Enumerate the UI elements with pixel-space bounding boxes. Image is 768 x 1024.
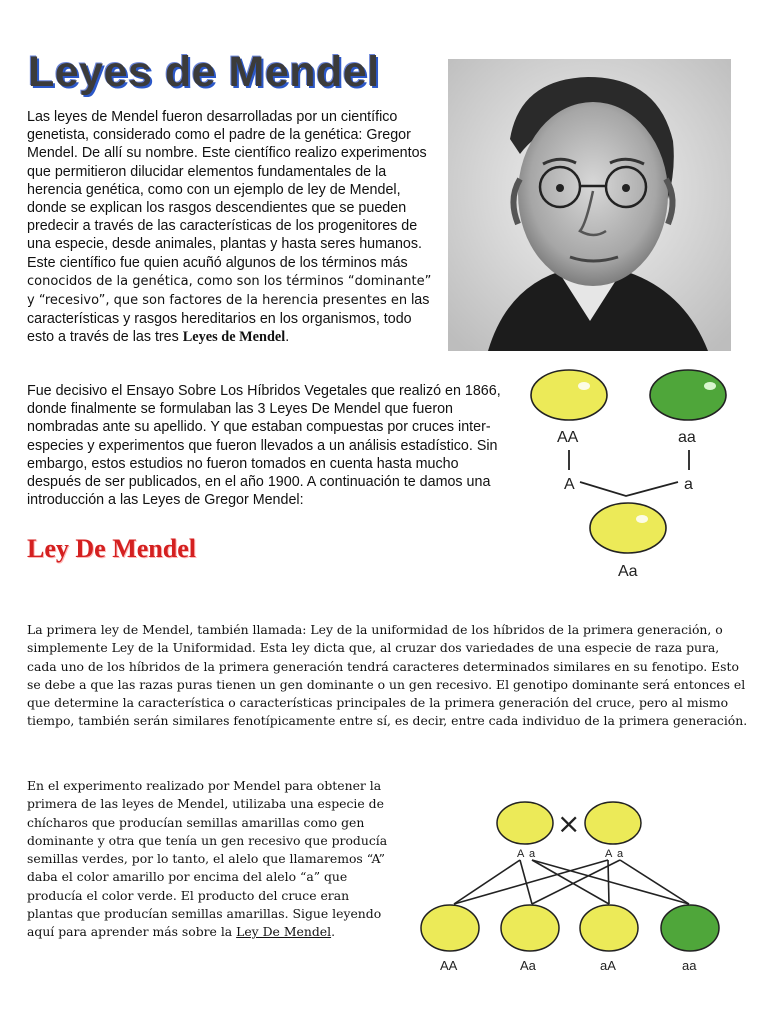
experimento-paragraph bbox=[27, 777, 392, 942]
parent-pea-1 bbox=[497, 802, 553, 844]
experimento-period: . bbox=[331, 924, 336, 940]
cross-diagram-1 bbox=[522, 362, 742, 582]
label-A: A bbox=[564, 476, 575, 493]
intro-text-c: conocidos de la genética, como son los términos “dominante” y “recesivo”, que son factores de la herencia presentes en bbox=[27, 273, 432, 309]
pea-AA bbox=[531, 370, 607, 420]
child-pea-aA bbox=[580, 905, 638, 951]
intro-text-d: las características y rasgos hereditarios en los organismos, todo esto a través de las tres bbox=[27, 292, 430, 346]
parent2-allele-A: A bbox=[605, 848, 613, 860]
child-pea-Aa bbox=[501, 905, 559, 951]
child-label-Aa: Aa bbox=[520, 958, 536, 973]
child-label-aa: aa bbox=[682, 958, 697, 973]
page-title: Leyes de Mendel bbox=[28, 48, 380, 96]
mendel-portrait-image bbox=[448, 59, 731, 351]
child-pea-AA bbox=[421, 905, 479, 951]
intro-text-b: Este científico fue quien acuñó algunos de los términos más bbox=[27, 254, 408, 271]
cross-symbol: × bbox=[557, 807, 581, 840]
intro-bold-leyes: Leyes de Mendel bbox=[182, 329, 286, 346]
cross-diagram-2 bbox=[414, 790, 730, 980]
child-label-AA: AA bbox=[440, 958, 458, 973]
intro-period: . bbox=[285, 329, 290, 346]
pea-aa bbox=[650, 370, 726, 420]
child-pea-aa bbox=[661, 905, 719, 951]
label-aa: aa bbox=[678, 429, 696, 446]
ensayo-paragraph: Fue decisivo el Ensayo Sobre Los Híbridos Vegetales que realizó en 1866, donde finalmente se formulaban las 3 Leyes De Mendel que fueron nombradas ante su apellido. Y que estaban compuestas por cruces inter-especies y experimentos que fueron llevados a un análisis estadístico. Sin embargo, estos estudios no fueron tomados en cuenta hasta mucho después de ser publicados, en el año 1900. A continuación te damos una introducción a las Leyes de Gregor Mendel: bbox=[27, 383, 501, 509]
label-Aa: Aa bbox=[618, 563, 638, 580]
parent1-allele-A: A bbox=[517, 848, 525, 860]
parent1-allele-a: a bbox=[529, 848, 536, 860]
pea-Aa bbox=[590, 503, 666, 553]
ley-de-mendel-link[interactable]: Ley De Mendel bbox=[236, 924, 332, 940]
parent2-allele-a: a bbox=[617, 848, 624, 860]
primera-ley-paragraph: La primera ley de Mendel, también llamada: Ley de la uniformidad de los híbridos de la primera generación, o simplemente Ley de la Uniformidad. Esta ley dicta que, al cruzar dos variedades de una especie de raza pura, cada uno de los híbridos de la primera generación tendrá caracteres determinados similares en su fenotipo. Esto se debe a que las razas puras tienen un gen dominante o un gen recesivo. El genotipo dominante será entonces el que determine la característica o características principales de la primera generación del cruce, pero al mismo tiempo, también serán similares fenotípicamente entre sí, es decir, entre cada individuo de la primera generación. bbox=[27, 622, 748, 729]
intro-text-a: Las leyes de Mendel fueron desarrolladas por un científico genetista, considerado como el padre de la genética: Gregor Mendel. De allí su nombre. Este científico realizo experimentos que permitieron dilucidar elementos fundamentales de la herencia genética, como con un ejemplo de ley de Mendel, donde se explican los rasgos descendientes que se pueden predecir a través de las características de los progenitores de una especie, desde animales, plantas y hasta seres humanos. bbox=[27, 109, 427, 253]
experimento-text: En el experimento realizado por Mendel para obtener la primera de las leyes de Mendel, utilizaba una especie de chícharos que producían semillas amarillas como gen dominante y otra que tenía un gen recesivo que producía semillas verdes, por lo tanto, el alelo que llamaremos “A” daba el color amarillo por encima del alelo “a” que producía el color verde. El producto del cruce eran plantas que producían semillas amarillas. Sigue leyendo aquí para aprender más sobre la bbox=[27, 778, 388, 940]
intro-paragraph bbox=[27, 108, 437, 347]
parent-pea-2 bbox=[585, 802, 641, 844]
label-AA: AA bbox=[557, 429, 579, 446]
label-a: a bbox=[684, 476, 693, 493]
section-heading: Ley De Mendel bbox=[27, 534, 196, 563]
child-label-aA: aA bbox=[600, 958, 616, 973]
